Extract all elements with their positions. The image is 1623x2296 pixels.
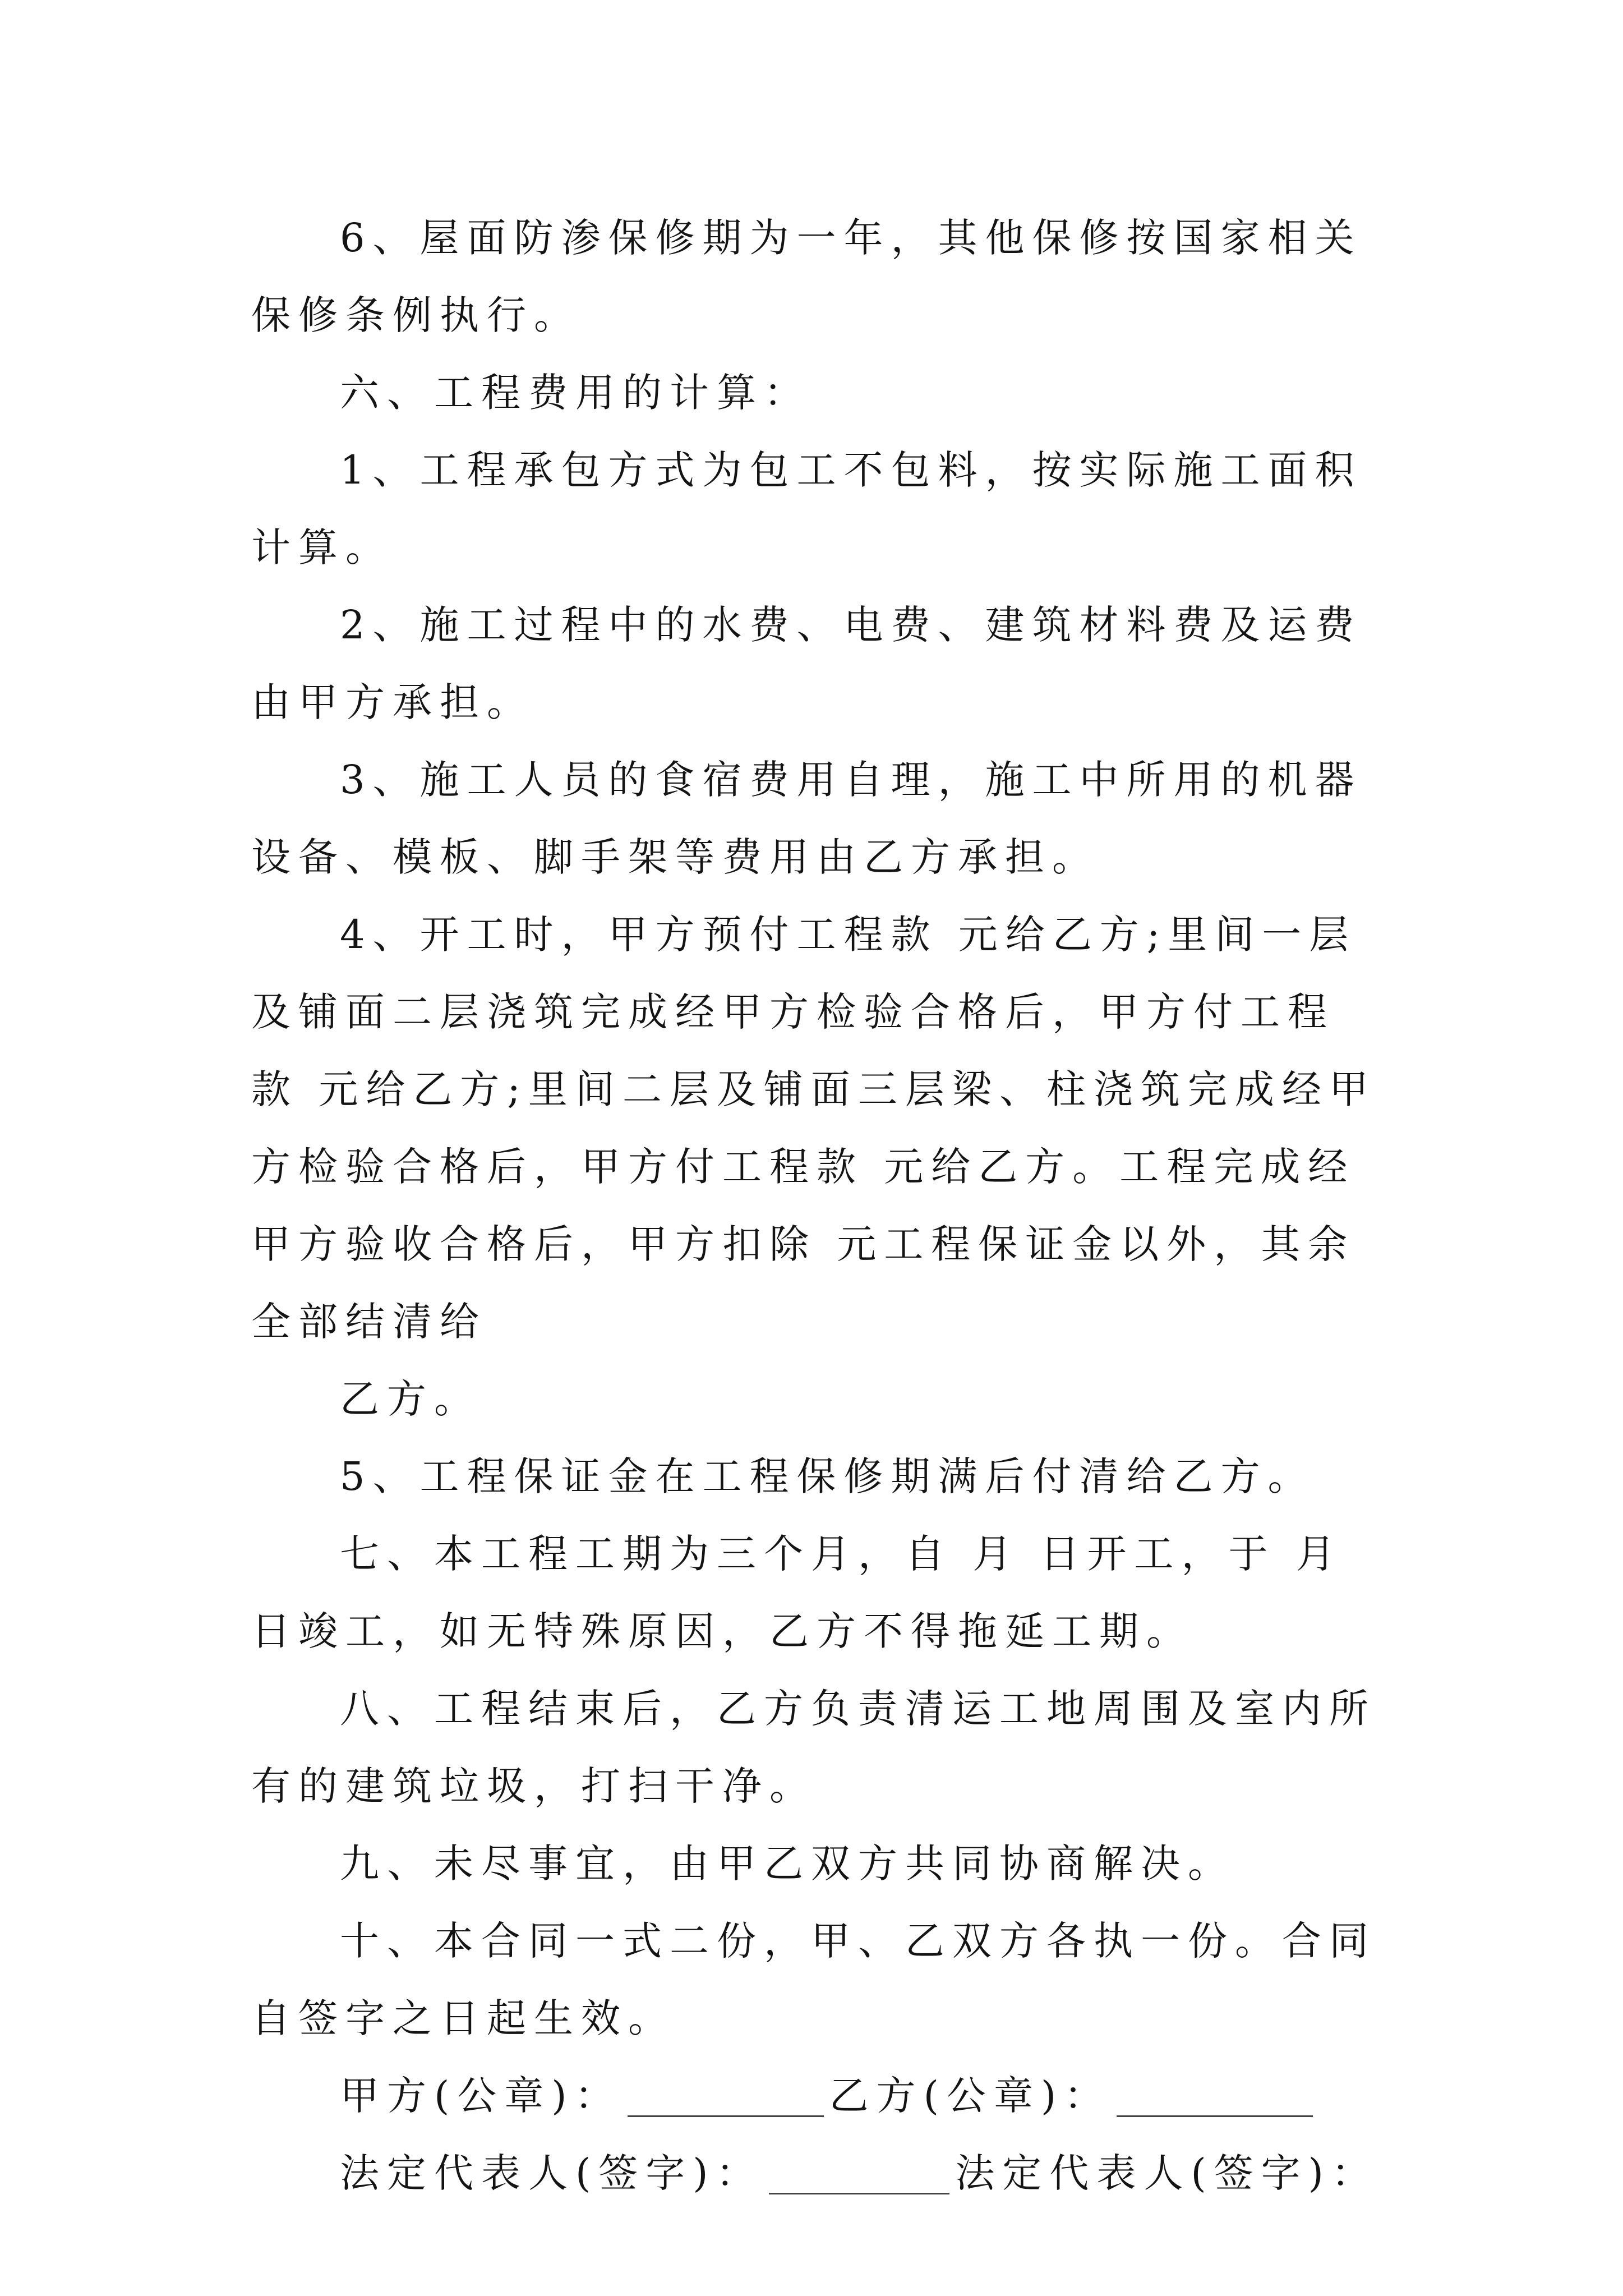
clause-5-6-warranty: 6、屋面防渗保修期为一年，其他保修按国家相关保修条例执行。 [251, 215, 1362, 338]
party-a-seal-label: 甲方(公章)： [340, 2073, 622, 2119]
party-b-seal-label: 乙方(公章)： [829, 2073, 1112, 2119]
party-b-rep-label: 法定代表人(签字)： [955, 2150, 1378, 2196]
clause-6-4-continuation: 乙方。 [340, 1376, 481, 1422]
clause-6-4: 4、开工时，甲方预付工程款 元给乙方;里间一层及铺面二层浇筑完成经甲方检验合格后，甲方付工程款 元给乙方;里间二层及铺面三层梁、柱浇筑完成经甲方检验合格后，甲方付工程款 元给乙方。工程完成经甲方验收合格后，甲方扣除 元工程保证金以外，其余全部结清给 [251, 912, 1376, 1345]
section-8-cleanup: 八、工程结束后，乙方负责清运工地周围及室内所有的建筑垃圾，打扫干净。 [251, 1686, 1376, 1809]
clause-6-3: 3、施工人员的食宿费用自理，施工中所用的机器设备、模板、脚手架等费用由乙方承担。 [251, 757, 1362, 880]
party-a-seal-blank [628, 2115, 824, 2117]
party-a-rep-label: 法定代表人(签字)： [340, 2150, 763, 2196]
contract-body [251, 199, 1378, 2212]
section-9-misc: 九、未尽事宜，由甲乙双方共同协商解决。 [340, 1841, 1235, 1887]
representative-row [251, 2134, 1378, 2212]
clause-6-2: 2、施工过程中的水费、电费、建筑材料费及运费由甲方承担。 [251, 602, 1362, 725]
section-7-schedule: 七、本工程工期为三个月，自 月 日开工，于 月 日竣工，如无特殊原因，乙方不得拖延工期。 [251, 1531, 1343, 1654]
section-6-heading: 六、工程费用的计算： [340, 370, 811, 416]
clause-6-5: 5、工程保证金在工程保修期满后付清给乙方。 [340, 1453, 1315, 1499]
clause-6-1: 1、工程承包方式为包工不包料，按实际施工面积计算。 [251, 447, 1362, 570]
seal-row [251, 2057, 1378, 2134]
section-10-copies: 十、本合同一式二份，甲、乙双方各执一份。合同自签字之日起生效。 [251, 1918, 1376, 2041]
party-b-seal-blank [1117, 2115, 1313, 2117]
party-a-rep-blank [769, 2193, 950, 2194]
